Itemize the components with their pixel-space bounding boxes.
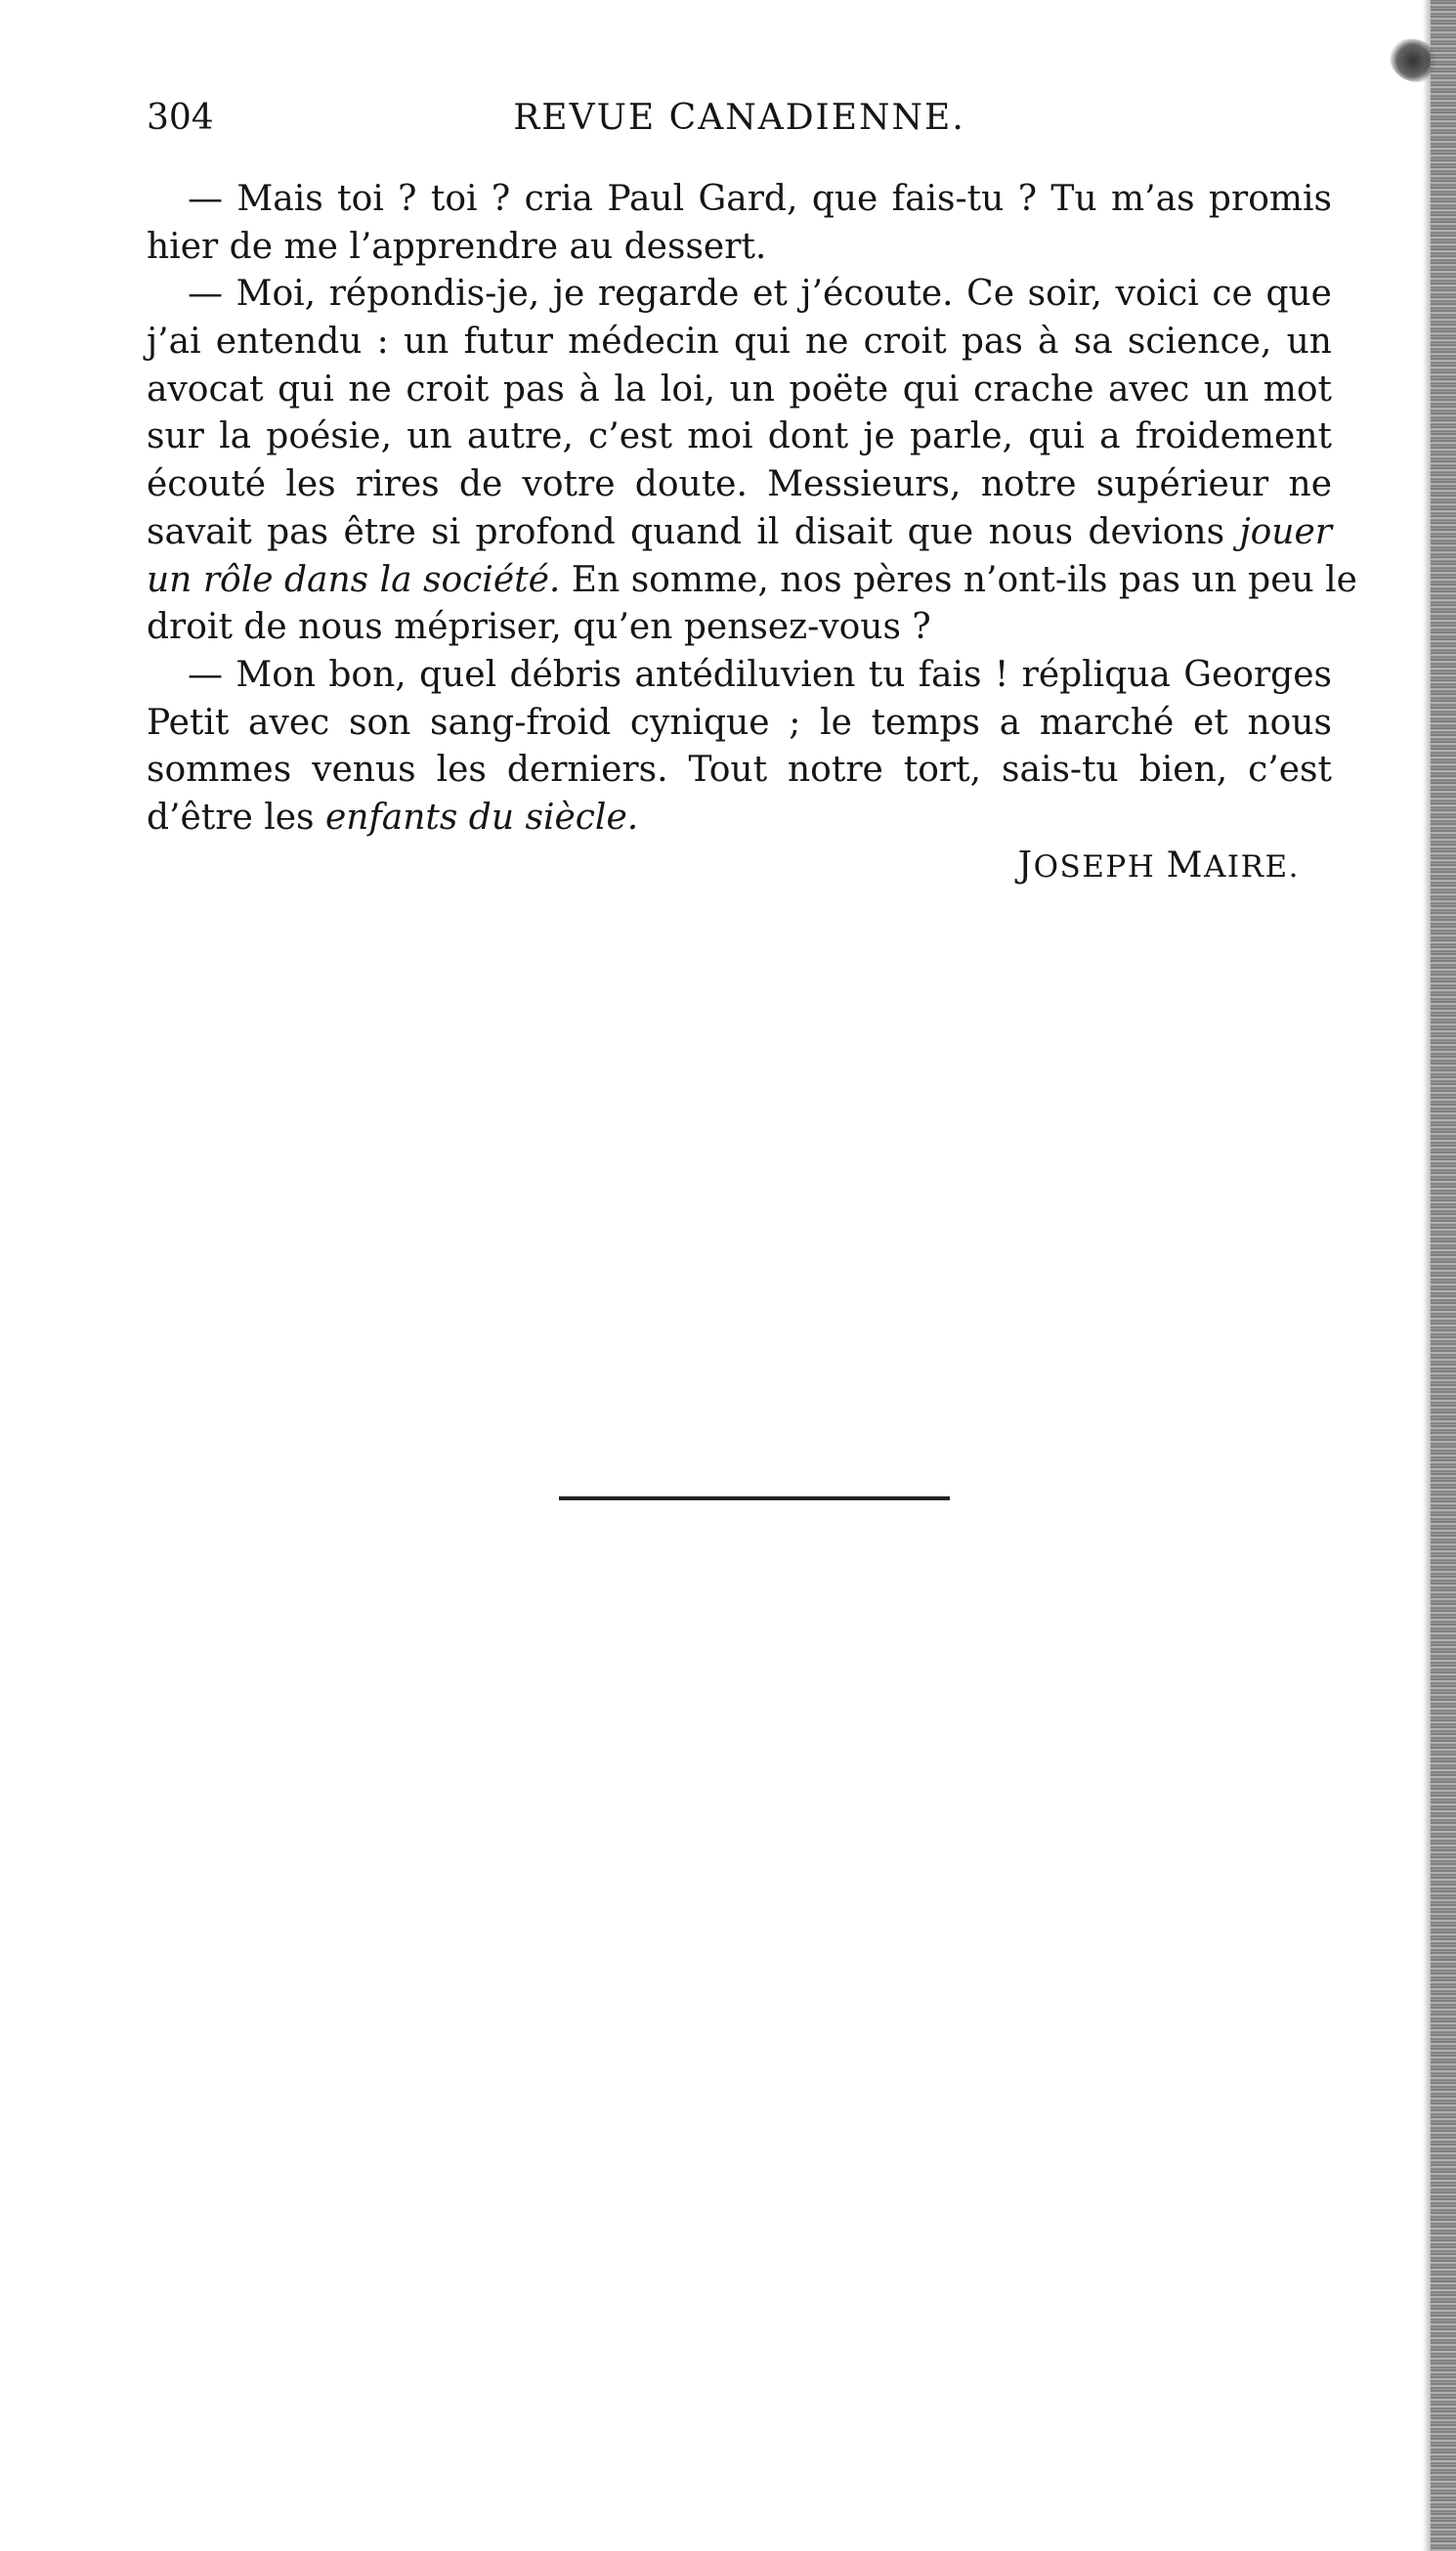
paragraph-2 (147, 271, 1357, 652)
italic-segment: un rôle dans la société. (147, 559, 561, 600)
page-number: 304 (147, 98, 214, 138)
paragraph-3 (147, 652, 1332, 843)
text-segment: En somme, nos pères n’ont-ils pas un peu le (560, 559, 1357, 600)
text-line (147, 557, 1357, 605)
text-line: — Mon bon, quel débris antédiluvien tu fais ! répliqua Georges (188, 654, 1332, 695)
article-body (147, 176, 1357, 843)
scanned-page-edge (1431, 0, 1456, 2551)
text-line: — Moi, répondis-je, je regarde et j’écoute. Ce soir, voici ce que (188, 274, 1332, 315)
signature-smallcaps: OSEPH (1033, 849, 1156, 885)
text-line: avocat qui ne croit pas à la loi, un poëte qui crache avec un mot (147, 368, 1332, 410)
italic-segment: enfants du siècle. (324, 797, 639, 838)
journal-title: REVUE CANADIENNE. (513, 98, 965, 138)
signature-initial: M (1166, 845, 1205, 886)
text-line: j’ai entendu : un futur médecin qui ne croit pas à sa science, un (147, 322, 1332, 363)
text-line: droit de nous mépriser, qu’en pensez-vous ? (147, 607, 931, 648)
text-line: sur la poésie, un autre, c’est moi dont je parle, qui a froidement (147, 416, 1332, 457)
running-head (147, 98, 1332, 147)
text-line: Petit avec son sang-froid cynique ; le temps a marché et nous (147, 702, 1332, 743)
text-line: écouté les rires de votre doute. Messieurs, notre supérieur ne (147, 464, 1332, 505)
text-line (147, 795, 1332, 843)
signature-initial: J (1017, 845, 1034, 886)
text-segment: savait pas être si profond quand il disait que nous devions (147, 511, 1225, 552)
text-line (147, 509, 1332, 557)
italic-segment: jouer (1239, 511, 1332, 552)
page-edge-shadow (1423, 0, 1431, 2551)
text-line: sommes venus les derniers. Tout notre tort, sais-tu bien, c’est (147, 750, 1332, 791)
signature-smallcaps: AIRE. (1204, 849, 1300, 885)
author-signature (1018, 845, 1300, 886)
text-line: hier de me l’apprendre au dessert. (147, 226, 767, 267)
text-segment: d’être les (147, 797, 325, 838)
text-line: — Mais toi ? toi ? cria Paul Gard, que fais-tu ? Tu m’as promis (188, 179, 1332, 219)
section-divider-rule (559, 1496, 950, 1500)
paragraph-1 (147, 176, 1332, 271)
